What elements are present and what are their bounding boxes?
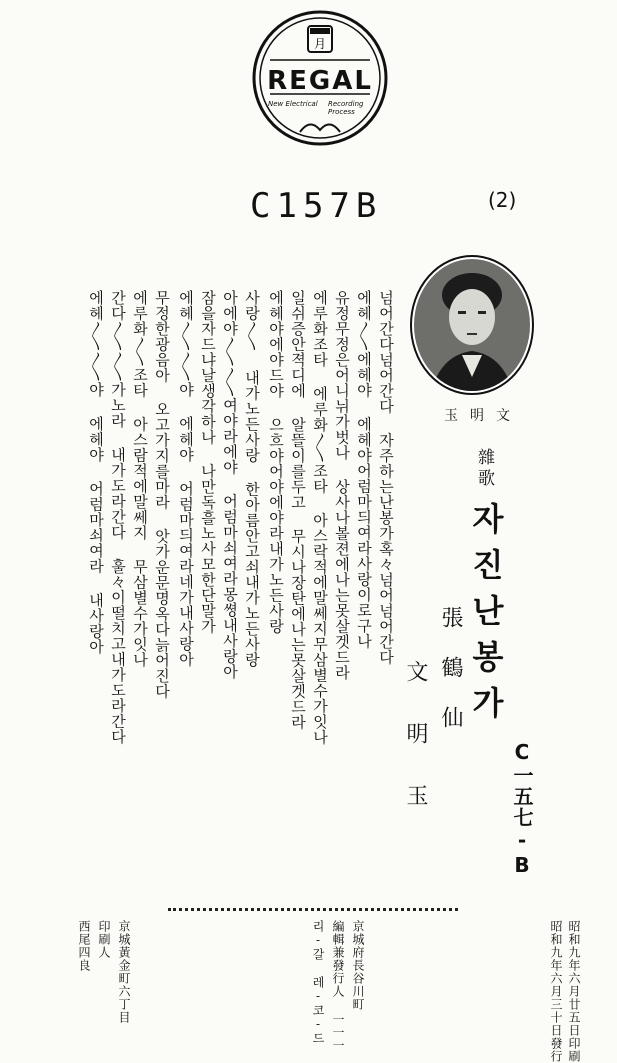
genre-label: 雜歌 <box>474 448 494 490</box>
publisher-name: 리-갈 레-코-드 <box>311 920 325 1045</box>
lyric-line: 에루화조타 에루화〳〵조타 아스락적에말쎄지무삼별수가잇나 <box>311 290 329 745</box>
lyric-line: 사랑〳〵 내가노든사랑 한아름안고쇠내가노든사랑 <box>243 290 261 668</box>
song-title: 자진난봉가 <box>467 502 505 732</box>
page-number: (2) <box>488 188 517 212</box>
photo-caption-char: 明 <box>470 408 484 424</box>
catalog-number: C157B <box>250 186 383 226</box>
catalog-number-vertical: C一五七-B <box>510 740 534 878</box>
regal-logo <box>250 8 390 148</box>
logo-sub-right: Recording Process <box>328 100 364 116</box>
photo-caption-char: 玉 <box>444 408 458 424</box>
lyric-line: 넘어간다넘어간다 자주하는난봉가혹々넘어넘어간다 <box>377 290 395 665</box>
printer-name: 西尾四良 <box>77 920 91 972</box>
photo-caption-char: 文 <box>496 408 510 424</box>
performer-1: 張鶴仙 <box>438 606 463 756</box>
publisher-label: 編輯兼發行人 一一一 <box>331 920 345 1052</box>
performer-2: 文明玉 <box>403 660 428 846</box>
printer-label: 印刷人 <box>97 920 111 959</box>
lyric-line: 간다〳〵〳〵가노라 내가도라간다 훌々이떨치고내가도라간다 <box>109 290 127 745</box>
print-date: 昭和九年六月廿五日印刷 <box>567 920 581 1063</box>
footer-divider <box>168 908 458 911</box>
lyric-line: 에헤야에야드야 으흐야어야에야라내가노든사랑 <box>267 290 285 634</box>
lyric-line: 에헤〳〵에헤야 에헤야어럼마듸여라사랑이로구나 <box>355 290 373 649</box>
lyric-line: 아에야〳〵〳〵여야라에야 어럼마쇠여라몽쎵내사랑아 <box>221 290 239 680</box>
logo-brand: REGAL <box>267 66 373 96</box>
lyric-line: 에헤〳〵〳〵야 에헤야 어럼마듸여라네가내사랑아 <box>177 290 195 667</box>
lyric-line: 유정무정은어니뉘가벗나 상사나볼젼에나는못살겟드라 <box>333 290 351 681</box>
lyric-line: 잠을자드냐날생각하나 나만독흘노사모한단말가 <box>199 290 217 634</box>
printer-address: 京城黃金町六丁目 <box>117 920 131 1024</box>
performer-photo <box>410 255 534 395</box>
publisher-address: 京城府長谷川町 <box>351 920 365 1011</box>
publish-date: 昭和九年六月三十日發行 <box>549 920 563 1063</box>
logo-sub-left: New Electrical <box>268 100 318 108</box>
photo-caption <box>438 405 516 425</box>
lyric-line: 일쉬증안젹디에 알뜰이를두고 무시나장탄에나는못살겟드라 <box>289 290 307 730</box>
lyric-line: 에헤〳〵〳〵야 에헤야 어럼마쇠여라 내사랑아 <box>87 290 105 655</box>
lyric-line: 에루화〳〵조타 아스람적에말쎄지 무삼별수가잇나 <box>131 290 149 668</box>
lyric-line: 무정한광음아 오고가지를마라 앗가운문명옥다늙어진다 <box>153 290 171 699</box>
svg-text:月: 月 <box>313 37 327 51</box>
